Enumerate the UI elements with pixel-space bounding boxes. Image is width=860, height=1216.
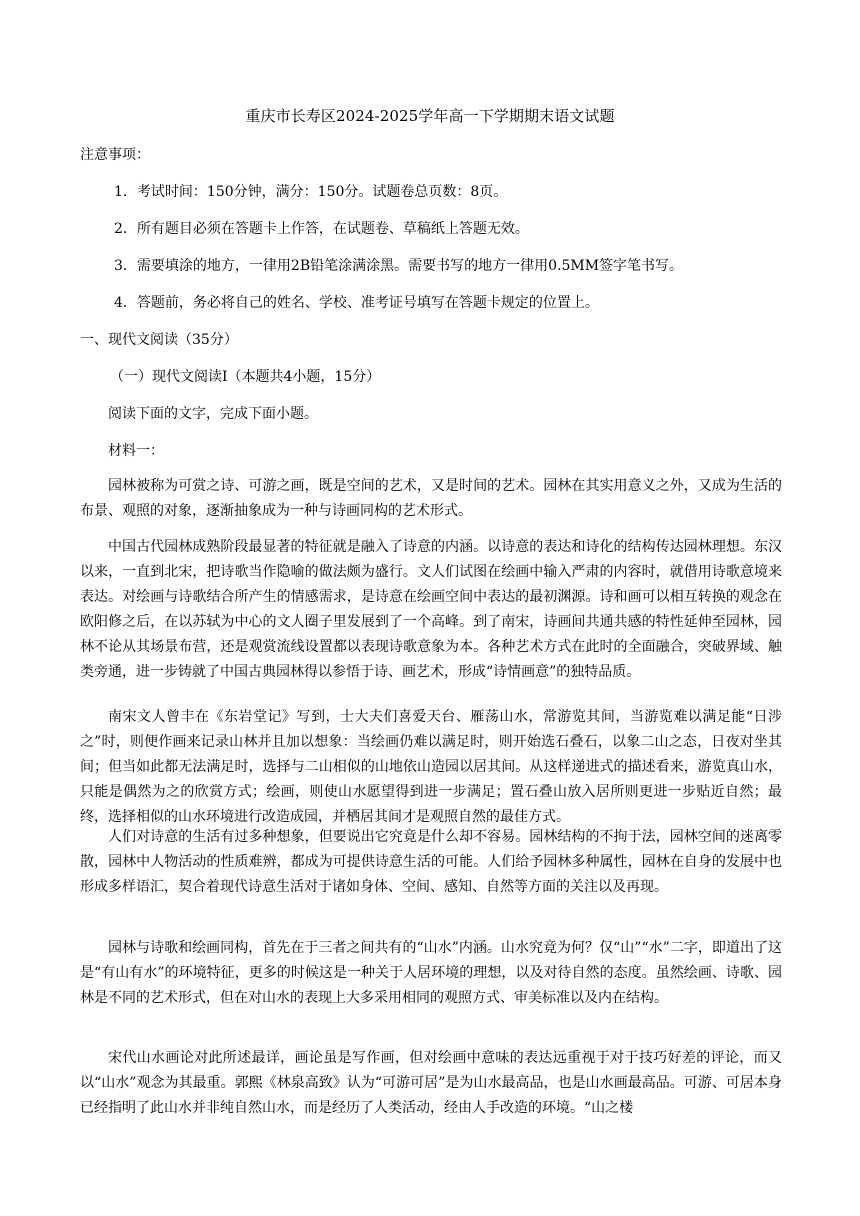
paragraph-2: 中国古代园林成熟阶段最显著的特征就是融入了诗意的内涵。以诗意的表达和诗化的结构传达园林理想。东汉以来，一直到北宋，把诗歌当作隐喻的做法颇为盛行。文人们试图在绘画中输入严肃的内容时，就借用诗歌意境来表达。对绘画与诗歌结合所产生的情感需求，是诗意在绘画空间中表达的最初渊源。诗和画可以相互转换的观念在欧阳修之后，在以苏轼为中心的文人圈子里发展到了一个高峰。到了南宋，诗画间共通共感的特性延伸至园林，园林不论从其场景布营，还是观赏流线设置都以表现诗歌意象为本。各种艺术方式在此时的全面融合，突破界域、触类旁通，进一步铸就了中国古典园林得以参悟于诗、画艺术，形成“诗情画意”的独特品质。 — [80, 539, 782, 680]
paragraph-1: 园林被称为可赏之诗、可游之画，既是空间的艺术，又是时间的艺术。园林在其实用意义之外，又成为生活的布景、观照的对象，逐渐抽象成为一种与诗画同构的艺术形式。 — [80, 478, 782, 519]
paragraph-6: 宋代山水画论对此所述最详，画论虽是写作画，但对绘画中意味的表达远重视于对于技巧好差的评论，而又以“山水”观念为其最重。郭熙《林泉高致》认为“可游可居”是为山水最高品，也是山水画最高品。可游、可居本身已经指明了此山水并非纯自然山水，而是经历了人类活动，经由人手改造的环境。“山之楼 — [80, 1050, 782, 1116]
notice-item-3: 3．需要填涂的地方，一律用2B铅笔涂满涂黑。需要书写的地方一律用0.5MM签字笔书写。 — [114, 258, 684, 274]
section-heading: 一、现代文阅读（35分） — [80, 332, 238, 348]
notice-item-4: 4．答题前，务必将自己的姓名、学校、准考证号填写在答题卡规定的位置上。 — [114, 295, 599, 311]
document-title: 重庆市长寿区2024-2025学年高一下学期期末语文试题 — [245, 107, 615, 125]
notice-heading: 注意事项： — [80, 147, 150, 163]
reading-instruction: 阅读下面的文字，完成下面小题。 — [108, 406, 318, 422]
subsection-heading: （一）现代文阅读Ⅰ（本题共4小题，15分） — [110, 369, 381, 385]
material-label: 材料一： — [108, 443, 164, 459]
paragraph-3: 南宋文人曾丰在《东岩堂记》写到，士大夫们喜爱天台、雁荡山水，常游览其间，当游览难以满足能“日涉之”时，则便作画来记录山林并且加以想象：当绘画仍难以满足时，则开始选石叠石，以象二山之态，日夜对坐其间；但当如此都无法满足时，选择与二山相似的山地依山造园以居其间。从这样递进式的描述看来，游览真山水，只能是偶然为之的欣赏方式；绘画，则使山水愿望得到进一步满足；置石叠山放入居所则更进一步贴近自然；最终，选择相似的山水环境进行改造成园，并栖居其间才是观照自然的最佳方式。 — [80, 709, 782, 825]
notice-item-2: 2．所有题目必须在答题卡上作答，在试题卷、草稿纸上答题无效。 — [114, 221, 529, 237]
notice-item-1: 1．考试时间：150分钟，满分：150分。试题卷总页数：8页。 — [114, 184, 508, 200]
paragraph-4: 人们对诗意的生活有过多种想象，但要说出它究竟是什么却不容易。园林结构的不拘于法，园林空间的迷离零散，园林中人物活动的性质难辨，都成为可提供诗意生活的可能。人们给予园林多种属性，园林在自身的发展中也形成多样语汇，契合着现代诗意生活对于诸如身体、空间、感知、自然等方面的关注以及再现。 — [80, 829, 782, 895]
paragraph-5: 园林与诗歌和绘画同构，首先在于三者之间共有的“山水”内涵。山水究竟为何？仅“山”“水”二字，即道出了这是“有山有水”的环境特征，更多的时候这是一种关于人居环境的理想，以及对待自然的态度。虽然绘画、诗歌、园林是不同的艺术形式，但在对山水的表现上大多采用相同的观照方式、审美标准以及内在结构。 — [80, 940, 782, 1006]
